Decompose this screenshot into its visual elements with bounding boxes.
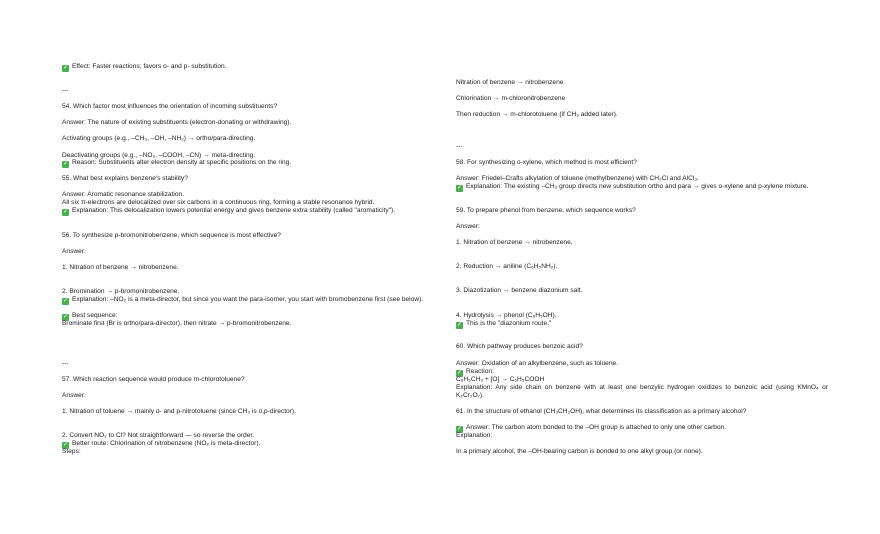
line-text: Deactivating groups (e.g., –NO₂, –COOH, –CN) → meta-directing. [62,152,256,159]
text-line [456,143,463,151]
text-line [62,448,81,456]
line-text: Better route: Chlorination of nitrobenzene (NO₂ is meta-director). [72,440,261,447]
text-line [456,448,703,456]
text-line [62,408,296,416]
line-text: Explanation: –NO₂ is a meta-director, but since you want the para-isomer, you start with bromobenzene first (see below). [72,296,424,303]
line-text: Explanation: Any side chain on benzene with at least one benzylic hydrogen oxidizes to benzoic acid (using KMnO₄ or K₂Cr₂O₇). [456,384,828,399]
text-line [62,392,86,400]
line-text: 57. Which reaction sequence would produce m-chlorotoluene? [62,376,245,383]
text-line [456,183,828,192]
check-mark-icon: ✓ [62,161,69,167]
line-text: Chlorination → m-chloronitrobenzene [456,95,566,102]
line-text: All six π-electrons are delocalized over six carbons in a continuous ring, forming a stable resonance hybrid. [62,199,375,206]
line-text: Reaction: [466,368,494,375]
text-line [62,320,291,328]
line-text: Effect: Faster reactions; favors o- and p- substitution. [72,63,227,70]
text-line [62,207,395,216]
text-line [456,95,565,103]
line-text: 2. Reduction → aniline (C₆H₅NH₂). [456,263,558,270]
line-text: Answer: [62,248,86,255]
text-line [456,223,480,231]
line-text: --- [62,360,69,367]
text-line [456,360,618,368]
text-line [456,432,492,440]
line-text: Best sequence: [72,312,118,319]
line-text: --- [62,87,69,94]
text-line [62,175,188,183]
check-mark-icon: ✓ [456,370,463,376]
line-text: C₆H₅CH₃ + [O] → C₆H₅COOH [456,376,545,383]
line-text: Nitration of benzene → nitrobenzene [456,79,564,86]
text-line [62,288,179,296]
text-line [62,432,254,440]
line-text: Answer: [456,223,480,230]
check-mark-icon: ✓ [62,442,69,448]
text-line [456,287,582,295]
line-text: 1. Nitration of benzene → nitrobenzene. [456,239,573,246]
line-text: 54. Which factor most influences the orientation of incoming substituents? [62,103,278,110]
text-line [456,79,563,87]
text-line [62,135,255,143]
text-line [456,263,557,271]
line-text: 1. Nitration of toluene → mainly o- and p-nitrotoluene (since CH₃ is o,p-director). [62,408,296,415]
line-text: Activating groups (e.g., –CH₃, –OH, –NH₂) → ortho/para-directing. [62,135,256,142]
text-line [456,424,726,433]
line-text: 3. Diazotization → benzene diazonium salt. [456,287,583,294]
text-line [62,264,179,272]
line-text: Answer: [62,392,86,399]
line-text: Explanation: [456,432,493,439]
text-line [62,199,374,207]
check-mark-icon: ✓ [62,209,69,215]
text-line [62,63,227,72]
line-text: Steps: [62,448,81,455]
text-line [62,87,69,95]
line-text: Reason: Substituents alter electron density at specific positions on the ring. [72,159,292,166]
line-text: Answer: Oxidation of an alkylbenzene, such as toluene. [456,360,619,367]
text-line [456,376,544,384]
line-text: Answer: The nature of existing substituents (electron-donating or withdrawing). [62,119,292,126]
text-line [62,103,277,111]
check-mark-icon: ✓ [456,322,463,328]
text-line [62,360,69,368]
text-line [62,159,291,168]
line-text: 55. What best explains benzene's stability? [62,175,188,182]
line-text: Then reduction → m-chlorotoluene (if CH₃ added later). [456,111,618,118]
text-line [456,159,637,167]
text-line [62,119,291,127]
check-mark-icon: ✓ [62,314,69,320]
text-line [456,175,699,183]
text-line [62,248,86,256]
text-line [62,296,434,305]
line-text: Answer: Friedel–Crafts alkylation of toluene (methylbenzene) with CH₃Cl and AlCl₃. [456,175,699,182]
text-line [456,207,636,215]
line-text: 61. In the structure of ethanol (CH₃CH₂OH), what determines its classification as a primary alcohol? [456,408,747,415]
line-text: Brominate first (Br is ortho/para-director), then nitrate → p-bromonitrobenzene. [62,320,292,327]
text-line [456,239,573,247]
line-text: 59. To prepare phenol from benzene, which sequence works? [456,207,636,214]
line-text: Answer: The carbon atom bonded to the –OH group is attached to only one other carbon. [466,424,727,431]
text-line [456,408,746,416]
line-text: 58. For synthesizing o-xylene, which method is most efficient? [456,159,637,166]
check-mark-icon: ✓ [456,426,463,432]
line-text: Explanation: The existing –CH₃ group directs new substitution ortho and para → gives o-xylene and p-xylene mixture. [466,183,809,190]
line-text: 2. Convert NO₂ to Cl? Not straightforward — so reverse the order. [62,432,255,439]
line-text: In a primary alcohol, the –OH-bearing carbon is bonded to one alkyl group (or none). [456,448,703,455]
check-mark-icon: ✓ [456,185,463,191]
line-text: This is the "diazonium route." [466,320,552,327]
text-line [456,320,551,329]
check-mark-icon: ✓ [62,65,69,71]
text-line [456,312,557,320]
check-mark-icon: ✓ [62,298,69,304]
line-text: --- [456,143,463,150]
text-line [456,111,618,119]
line-text: 1. Nitration of benzene → nitrobenzene. [62,264,179,271]
text-line [456,384,828,400]
text-line [456,343,583,351]
text-line [62,191,184,199]
line-text: 56. To synthesize p-bromonitrobenzene, which sequence is most effective? [62,232,281,239]
text-line [62,232,281,240]
line-text: 4. Hydrolysis → phenol (C₆H₅OH). [456,312,557,319]
text-line [62,376,245,384]
line-text: Explanation: This delocalization lowers potential energy and gives benzene extra stability (called "aromaticity"). [72,207,396,214]
text-line [62,440,260,449]
line-text: 60. Which pathway produces benzoic acid? [456,343,583,350]
line-text: 2. Bromination → p-bromonitrobenzene. [62,288,180,295]
line-text: Answer: Aromatic resonance stabilization. [62,191,185,198]
